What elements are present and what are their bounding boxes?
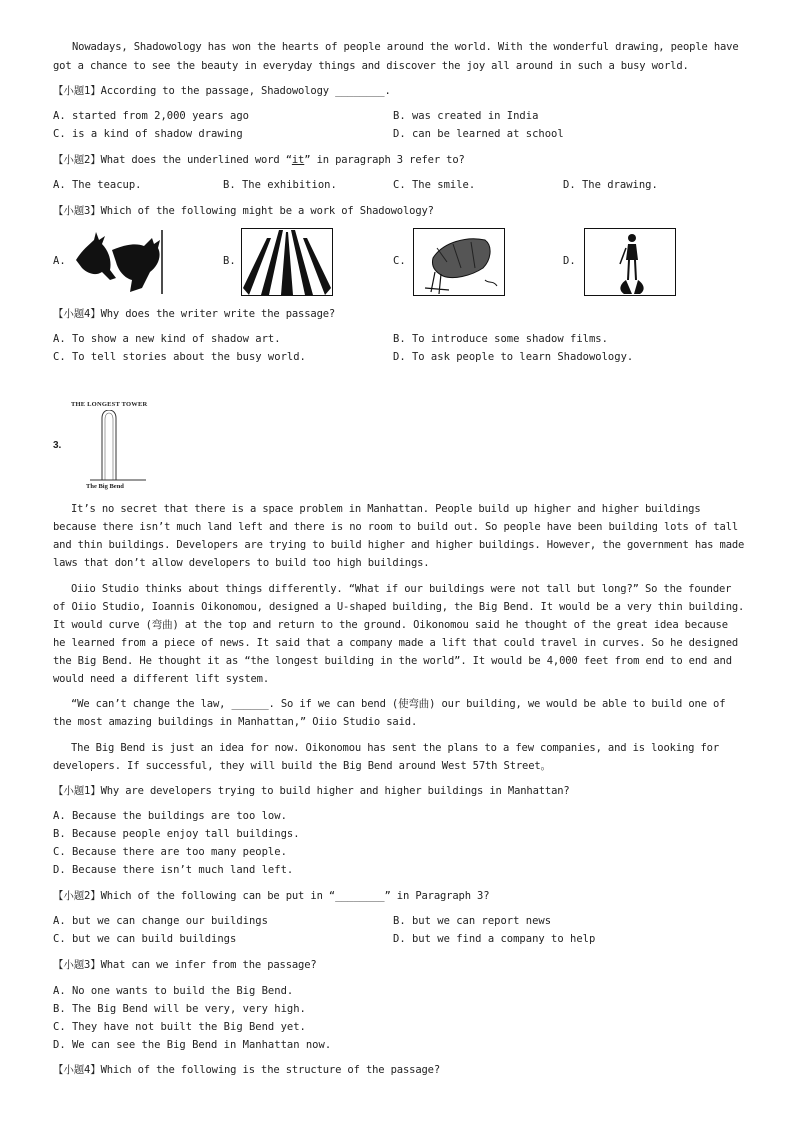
q6-stem: 【小题2】Which of the following can be put in “________” in Paragraph 3? bbox=[53, 890, 490, 902]
q3-image-c-sketch[interactable] bbox=[413, 228, 505, 296]
passage2-paragraph-4: The Big Bend is just an idea for now. Oikonomou has sent the plans to a few companies, and is looking for developers. If successful, they will build the Big Bend around West 57th Street。 bbox=[53, 742, 720, 772]
q8-stem: 【小题4】Which of the following is the structure of the passage? bbox=[53, 1064, 441, 1076]
big-bend-tower-illustration bbox=[88, 410, 148, 482]
q5-option-c[interactable]: C. Because there are too many people. bbox=[53, 846, 287, 858]
q6-option-a[interactable]: A. but we can change our buildings bbox=[53, 915, 268, 927]
q7-option-b[interactable]: B. The Big Bend will be very, very high. bbox=[53, 1003, 306, 1015]
q3-option-c[interactable]: C. bbox=[393, 255, 406, 267]
passage2-paragraph-3: “We can’t change the law, ______. So if we can bend (使弯曲) our building, we would be able to build one of the most amazing buildings in Manhattan,” Oiio Studio said. bbox=[53, 698, 726, 728]
q4-option-d[interactable]: D. To ask people to learn Shadowology. bbox=[393, 351, 634, 363]
figure-caption: The Big Bend bbox=[86, 483, 124, 490]
q1-option-a[interactable]: A. started from 2,000 years ago bbox=[53, 110, 249, 122]
passage2-paragraph-1: It’s no secret that there is a space problem in Manhattan. People build up higher and higher buildings because there isn’t much land left and there is no room to build out. So people have been building lots of tall and thin buildings. Developers are trying to build higher and higher buildings. However, the government has made laws that don’t allow developers to build too high buildings. bbox=[53, 503, 745, 569]
q6-option-b[interactable]: B. but we can report news bbox=[393, 915, 552, 927]
q4-option-c[interactable]: C. To tell stories about the busy world. bbox=[53, 351, 306, 363]
passage1-line2: got a chance to see the beauty in everyday things and discover the joy all around in such a busy world. bbox=[53, 60, 689, 72]
q5-option-b[interactable]: B. Because people enjoy tall buildings. bbox=[53, 828, 300, 840]
q2-option-d[interactable]: D. The drawing. bbox=[563, 179, 658, 191]
q2-option-c[interactable]: C. The smile. bbox=[393, 179, 476, 191]
q5-option-a[interactable]: A. Because the buildings are too low. bbox=[53, 810, 287, 822]
q1-option-d[interactable]: D. can be learned at school bbox=[393, 128, 564, 140]
q2-option-b[interactable]: B. The exhibition. bbox=[223, 179, 337, 191]
q6-option-d[interactable]: D. but we find a company to help bbox=[393, 933, 596, 945]
q4-option-a[interactable]: A. To show a new kind of shadow art. bbox=[53, 333, 281, 345]
q7-option-d[interactable]: D. We can see the Big Bend in Manhattan now. bbox=[53, 1039, 332, 1051]
q1-option-b[interactable]: B. was created in India bbox=[393, 110, 539, 122]
q4-stem: 【小题4】Why does the writer write the passage? bbox=[53, 308, 336, 320]
q5-stem: 【小题1】Why are developers trying to build higher and higher buildings in Manhattan? bbox=[53, 785, 570, 797]
q3-image-a-hand-shadow[interactable] bbox=[72, 230, 164, 294]
q1-option-c[interactable]: C. is a kind of shadow drawing bbox=[53, 128, 243, 140]
q2-underlined-word: it bbox=[291, 154, 305, 166]
figure-title: THE LONGEST TOWER bbox=[71, 401, 148, 408]
q2-stem-pre: 【小题2】What does the underlined word “ bbox=[53, 154, 292, 166]
q2-stem-post: ” in paragraph 3 refer to? bbox=[304, 154, 465, 166]
question-number: 3. bbox=[53, 440, 62, 451]
q3-image-b-tower-shadow[interactable] bbox=[241, 228, 333, 296]
q4-option-b[interactable]: B. To introduce some shadow films. bbox=[393, 333, 608, 345]
q3-stem: 【小题3】Which of the following might be a work of Shadowology? bbox=[53, 205, 434, 217]
q5-option-d[interactable]: D. Because there isn’t much land left. bbox=[53, 864, 294, 876]
q7-stem: 【小题3】What can we infer from the passage? bbox=[53, 959, 317, 971]
q3-option-b[interactable]: B. bbox=[223, 255, 236, 267]
q3-option-d[interactable]: D. bbox=[563, 255, 576, 267]
q2-stem bbox=[53, 151, 465, 169]
q3-option-a[interactable]: A. bbox=[53, 255, 66, 267]
q7-option-a[interactable]: A. No one wants to build the Big Bend. bbox=[53, 985, 294, 997]
q3-image-d-figure-shadow[interactable] bbox=[584, 228, 676, 296]
q1-stem: 【小题1】According to the passage, Shadowology ________. bbox=[53, 85, 391, 97]
passage2-paragraph-2: Oiio Studio thinks about things differently. “What if our buildings were not tall but long?” So the founder of Oiio Studio, Ioannis Oikonomou, designed a U-shaped building, the Big Bend. It would be a very thin building. It would curve (弯曲) at the top and return to the ground. Oikonomou said he thought of the great idea because he learned from a piece of news. It said that a company made a lift that could travel in curves. So he designed the Big Bend. He thought it as “the longest building in the world”. It would be 4,000 feet from end to end and would need a different lift system. bbox=[53, 583, 745, 685]
q6-option-c[interactable]: C. but we can build buildings bbox=[53, 933, 237, 945]
q7-option-c[interactable]: C. They have not built the Big Bend yet. bbox=[53, 1021, 306, 1033]
q2-option-a[interactable]: A. The teacup. bbox=[53, 179, 142, 191]
passage1-line1: Nowadays, Shadowology has won the hearts of people around the world. With the wonderful drawing, people have bbox=[72, 41, 739, 53]
